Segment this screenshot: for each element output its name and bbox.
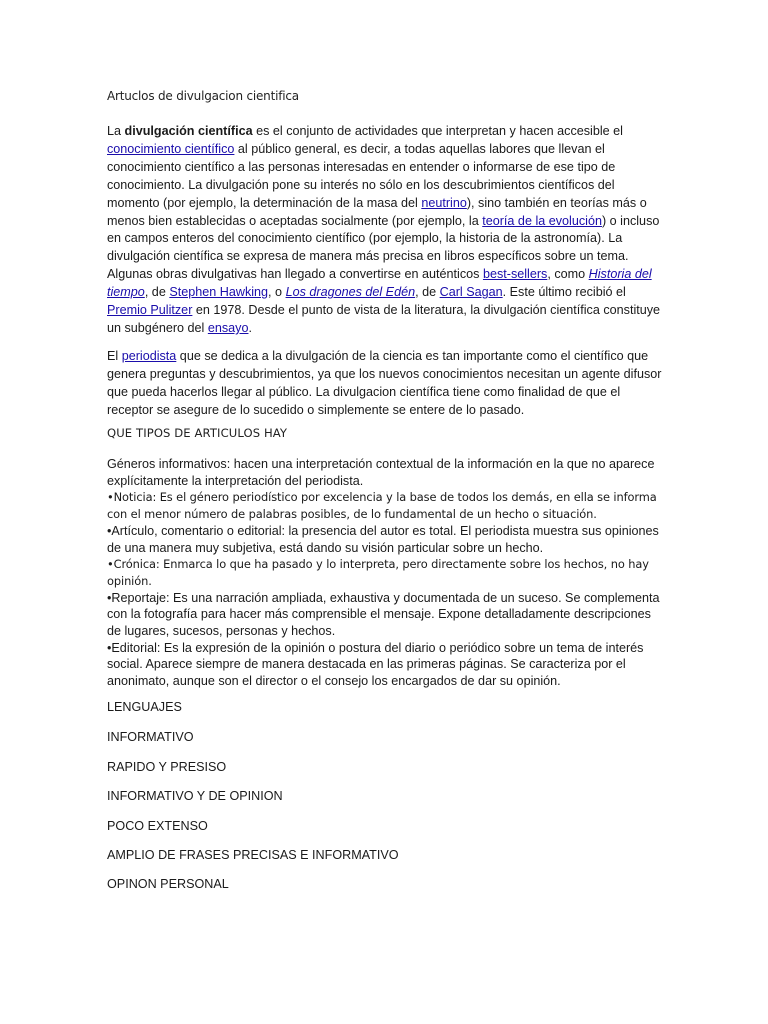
- link-neutrino[interactable]: neutrino: [421, 195, 467, 210]
- list-item-informativo-opinion: INFORMATIVO Y DE OPINION: [107, 789, 283, 803]
- text-run: que se dedica a la divulgación de la ciencia es tan importante como el científico que genera preguntas y descubrimientos, ya que los nuevos conocimientos necesitan un agente difusor que pueda hacerlos llegar al público. La divulgacion científica tiene como finalidad de que el receptor se asegure de lo sucedido o simplemente se entere de lo pasado.: [107, 349, 662, 417]
- link-carl-sagan[interactable]: Carl Sagan: [439, 285, 503, 300]
- text-run: La: [107, 124, 125, 138]
- genre-articulo: •Artículo, comentario o editorial: la presencia del autor es total. El periodista muestra sus opiniones de una manera muy subjetiva, está dando su visión particular sobre un hecho.: [107, 523, 659, 555]
- section-heading: QUE TIPOS DE ARTICULOS HAY: [107, 426, 288, 440]
- list-item-poco-extenso: POCO EXTENSO: [107, 819, 208, 833]
- genre-intro: Géneros informativos: hacen una interpretación contextual de la información en la que no aparece explícitamente la interpretación del periodista.: [107, 457, 655, 488]
- text-run: ) o incluso en campos enteros del conocimiento científico (por ejemplo, la historia de la astronomía). La divulgación científica se expresa de manera más precisa en libros específicos sobre un tema. Algunas obras divulgativas han llegado a convertirse en auténticos: [107, 213, 660, 282]
- genres-block: [107, 456, 667, 690]
- list-item-amplio: AMPLIO DE FRASES PRECISAS E INFORMATIVO: [107, 848, 399, 862]
- periodista-paragraph: [107, 348, 667, 420]
- text-run: . Este último recibió el: [502, 285, 626, 300]
- link-teoria-evolucion[interactable]: teoría de la evolución: [482, 213, 602, 228]
- document-title: Artuclos de divulgacion cientifica: [107, 89, 299, 103]
- text-run: , de: [144, 285, 170, 300]
- text-run: , o: [268, 285, 286, 300]
- text-run: es el conjunto de actividades que interpretan y hacen accesible el: [252, 124, 623, 138]
- text-run: , como: [547, 267, 589, 282]
- list-item-lenguajes: LENGUAJES: [107, 700, 182, 714]
- link-best-sellers[interactable]: best-sellers: [482, 267, 548, 282]
- list-item-informativo: INFORMATIVO: [107, 730, 194, 744]
- bold-term: divulgación científica: [124, 124, 253, 138]
- link-stephen-hawking[interactable]: Stephen Hawking: [169, 285, 269, 300]
- text-run: ), sino también en teorías más o menos bien establecidas o aceptadas socialmente (por ejemplo, la: [107, 195, 647, 228]
- genre-reportaje: •Reportaje: Es una narración ampliada, exhaustiva y documentada de un suceso. Se complementa con la fotografía para hacer más comprensible el mensaje. Expone detalladamente descripciones de lugares, sucesos, personas y hechos.: [107, 590, 660, 639]
- text-run: .: [248, 320, 252, 335]
- link-ensayo[interactable]: ensayo: [207, 320, 249, 335]
- link-dragones-eden[interactable]: Los dragones del Edén: [285, 285, 416, 300]
- list-item-opinon-personal: OPINON PERSONAL: [107, 877, 229, 891]
- text-run: , de: [415, 285, 440, 300]
- link-historia-del-tiempo[interactable]: Historia del tiempo: [107, 267, 652, 300]
- text-run: al público general, es decir, a todas aquellas labores que llevan el conocimiento científico a las personas interesadas en entender o informarse de ese tipo de conocimiento. La divulgación pone su interés no sólo en los descubrimientos científicos del momento (por ejemplo, la determinación de la masa del: [107, 141, 616, 210]
- text-run: El: [107, 349, 122, 363]
- link-premio-pulitzer[interactable]: Premio Pulitzer: [107, 303, 193, 318]
- link-conocimiento-cientifico[interactable]: conocimiento científico: [107, 141, 235, 156]
- text-run: en 1978. Desde el punto de vista de la literatura, la divulgación científica constituye un subgénero del: [107, 303, 661, 335]
- genre-editorial: •Editorial: Es la expresión de la opinión o postura del diario o periódico sobre un tema de interés social. Aparece siempre de manera destacada en las primeras páginas. Se caracteriza por el anonimato, aunque son el director o el consejo los encargados de dar su opinión.: [107, 640, 644, 689]
- list-item-rapido: RAPIDO Y PRESISO: [107, 760, 227, 774]
- genre-cronica: •Crónica: Enmarca lo que ha pasado y lo interpreta, pero directamente sobre los hechos, no hay opinión.: [107, 557, 649, 588]
- genre-noticia: •Noticia: Es el género periodístico por excelencia y la base de todos los demás, en ella se informa con el menor número de palabras posibles, de lo fundamental de un hecho o situación.: [107, 490, 657, 522]
- intro-paragraph: [107, 123, 667, 338]
- link-periodista[interactable]: periodista: [121, 349, 177, 363]
